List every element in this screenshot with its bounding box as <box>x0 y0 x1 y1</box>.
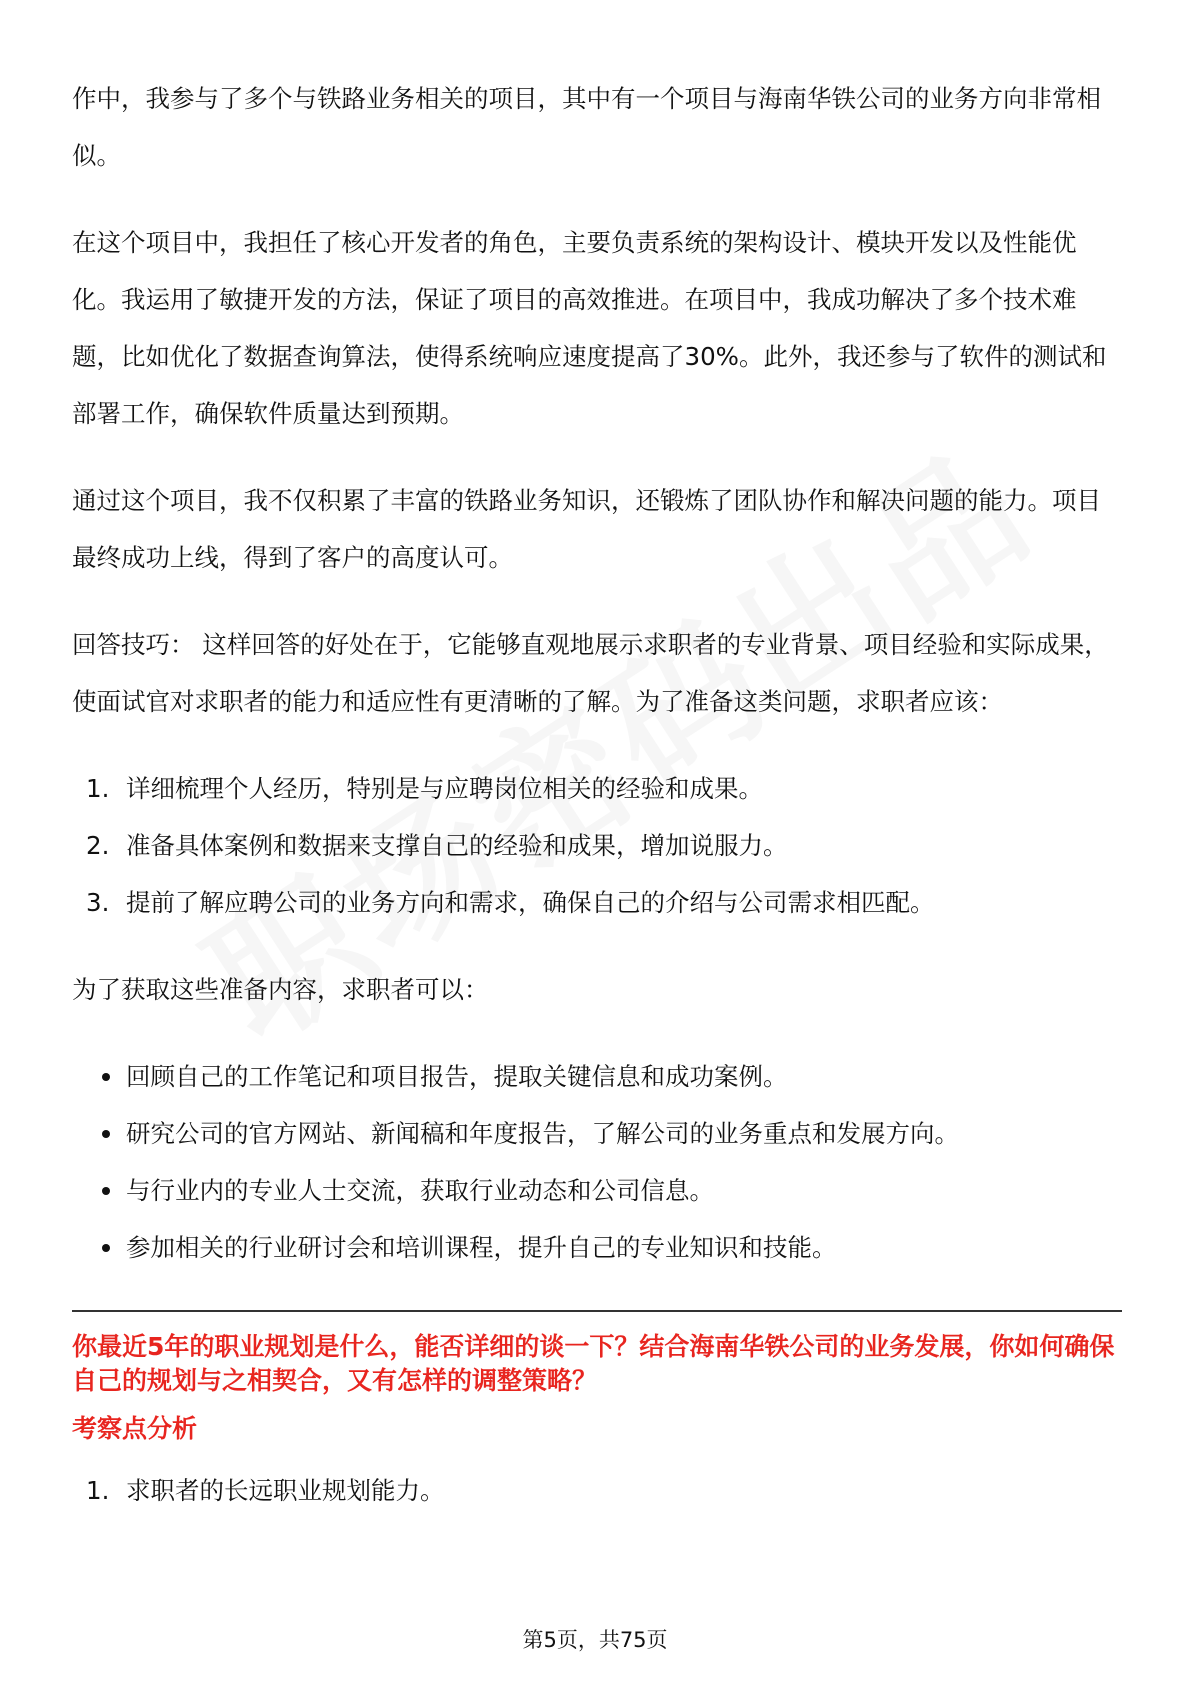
prep-bullet-list <box>72 1048 1122 1276</box>
list-item <box>72 817 1122 874</box>
list-item <box>72 874 1122 931</box>
tips-list-block <box>72 760 1122 931</box>
list-item <box>72 1462 1122 1519</box>
list-item <box>72 1162 1122 1219</box>
paragraph-intro: 作中，我参与了多个与铁路业务相关的项目，其中有一个项目与海南华铁公司的业务方向非常相似。 <box>72 84 1101 170</box>
bullet-icon <box>102 1244 110 1252</box>
bullet-icon <box>102 1187 110 1195</box>
list-item <box>72 760 1122 817</box>
list-item-text: 回顾自己的工作笔记和项目报告，提取关键信息和成功案例。 <box>126 1062 788 1091</box>
interview-question: 你最近5年的职业规划是什么，能否详细的谈一下？结合海南华铁公司的业务发展，你如何确保自己的规划与之相契合，又有怎样的调整策略？ <box>72 1332 1115 1395</box>
bullet-icon <box>102 1073 110 1081</box>
list-item <box>72 1219 1122 1276</box>
paragraph-project-outcome: 通过这个项目，我不仅积累了丰富的铁路业务知识，还锻炼了团队协作和解决问题的能力。项目最终成功上线，得到了客户的高度认可。 <box>72 486 1101 572</box>
bullet-icon <box>102 1130 110 1138</box>
list-item-text: 求职者的长远职业规划能力。 <box>126 1476 445 1505</box>
document-page <box>72 70 1122 1519</box>
list-item-text: 提前了解应聘公司的业务方向和需求，确保自己的介绍与公司需求相匹配。 <box>126 888 935 917</box>
list-number: 2. <box>86 831 110 860</box>
analysis-heading: 考察点分析 <box>72 1414 198 1443</box>
list-item-text: 与行业内的专业人士交流，获取行业动态和公司信息。 <box>126 1176 714 1205</box>
list-number: 1. <box>86 774 110 803</box>
list-number: 1. <box>86 1476 110 1505</box>
list-item <box>72 1105 1122 1162</box>
paragraph-project-role: 在这个项目中，我担任了核心开发者的角色，主要负责系统的架构设计、模块开发以及性能优化。我运用了敏捷开发的方法，保证了项目的高效推进。在项目中，我成功解决了多个技术难题，比如优化了数据查询算法，使得系统响应速度提高了30%。此外，我还参与了软件的测试和部署工作，确保软件质量达到预期。 <box>72 228 1107 428</box>
tips-list <box>72 760 1122 931</box>
list-item <box>72 1048 1122 1105</box>
analysis-list <box>72 1462 1122 1519</box>
list-item-text: 准备具体案例和数据来支撑自己的经验和成果，增加说服力。 <box>126 831 788 860</box>
paragraph-answer-tips: 回答技巧： 这样回答的好处在于，它能够直观地展示求职者的专业背景、项目经验和实际成果，使面试官对求职者的能力和适应性有更清晰的了解。为了准备这类问题，求职者应该： <box>72 630 1109 716</box>
list-item-text: 研究公司的官方网站、新闻稿和年度报告，了解公司的业务重点和发展方向。 <box>126 1119 959 1148</box>
list-item-text: 详细梳理个人经历，特别是与应聘岗位相关的经验和成果。 <box>126 774 763 803</box>
paragraph-prep-intro: 为了获取这些准备内容，求职者可以： <box>72 975 489 1004</box>
list-item-text: 参加相关的行业研讨会和培训课程，提升自己的专业知识和技能。 <box>126 1233 837 1262</box>
page-number-footer: 第5页，共75页 <box>522 1628 668 1652</box>
section-divider <box>72 1310 1122 1312</box>
list-number: 3. <box>86 888 110 917</box>
